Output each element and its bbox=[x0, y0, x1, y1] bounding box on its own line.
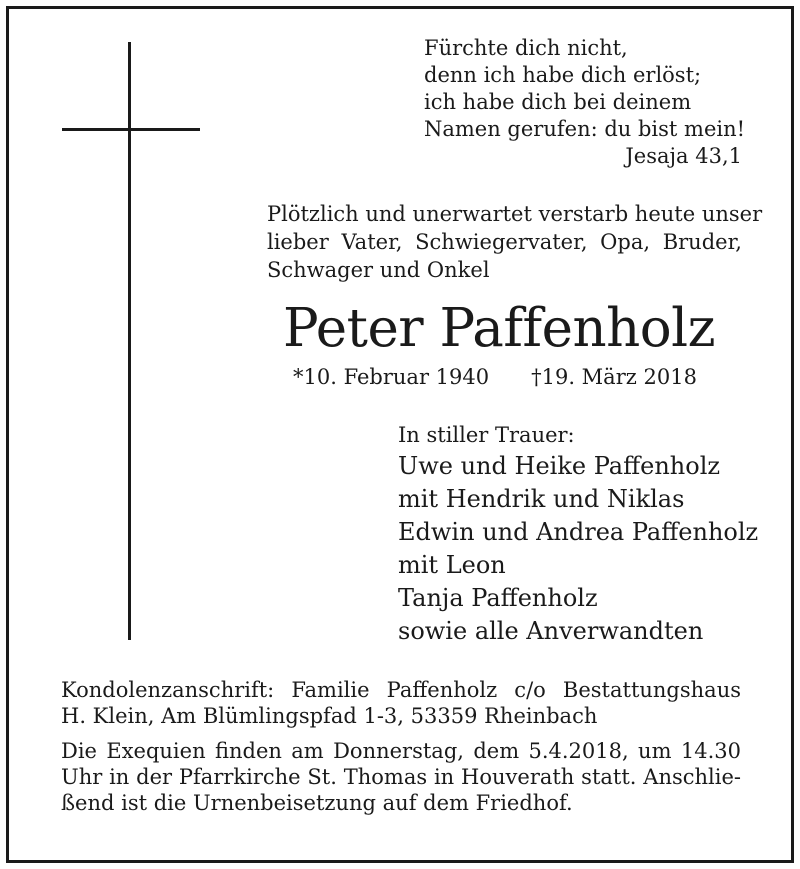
service-line: ßend ist die Urnenbeisetzung auf dem Friedhof. bbox=[61, 791, 573, 815]
mourner-name: mit Hendrik und Niklas bbox=[398, 485, 685, 513]
life-dates bbox=[293, 363, 697, 391]
announcement-line: Schwager und Onkel bbox=[267, 258, 490, 282]
mourner-name: sowie alle Anverwandten bbox=[398, 617, 704, 645]
verse-line: Namen gerufen: du bist mein! bbox=[424, 117, 746, 141]
verse-reference: Jesaja 43,1 bbox=[625, 144, 742, 168]
condolence-line: Kondolenzanschrift: Familie Paffenholz c/o Bestattungshaus bbox=[61, 678, 741, 702]
bible-verse bbox=[424, 35, 744, 170]
cross-icon-crossbar bbox=[62, 128, 200, 131]
mourner-name: Tanja Paffenholz bbox=[398, 584, 598, 612]
birth-date: *10. Februar 1940 bbox=[293, 365, 490, 389]
mourner-name: mit Leon bbox=[398, 551, 506, 579]
service-line: Die Exequien finden am Donnerstag, dem 5.4.2018, um 14.30 bbox=[61, 739, 741, 763]
death-date: †19. März 2018 bbox=[531, 365, 697, 389]
verse-line: ich habe dich bei deinem bbox=[424, 90, 692, 114]
condolence-line: H. Klein, Am Blümlingspfad 1-3, 53359 Rheinbach bbox=[61, 704, 598, 728]
announcement-line: Plötzlich und unerwartet verstarb heute unser bbox=[267, 202, 763, 226]
mourner-name: Uwe und Heike Paffenholz bbox=[398, 452, 721, 480]
mourning-label: In stiller Trauer: bbox=[398, 423, 575, 447]
verse-line: Fürchte dich nicht, bbox=[424, 36, 628, 60]
cross-icon bbox=[128, 42, 131, 640]
service-information bbox=[61, 738, 741, 816]
deceased-name: Peter Paffenholz bbox=[283, 298, 716, 359]
announcement-line: lieber Vater, Schwiegervater, Opa, Bruder, bbox=[267, 230, 742, 254]
mourners-list bbox=[398, 420, 758, 648]
service-line: Uhr in der Pfarrkirche St. Thomas in Houverath statt. Anschlie- bbox=[61, 765, 741, 789]
verse-line: denn ich habe dich erlöst; bbox=[424, 63, 702, 87]
condolence-address bbox=[61, 677, 741, 729]
mourner-name: Edwin und Andrea Paffenholz bbox=[398, 518, 759, 546]
announcement-text bbox=[267, 200, 763, 284]
